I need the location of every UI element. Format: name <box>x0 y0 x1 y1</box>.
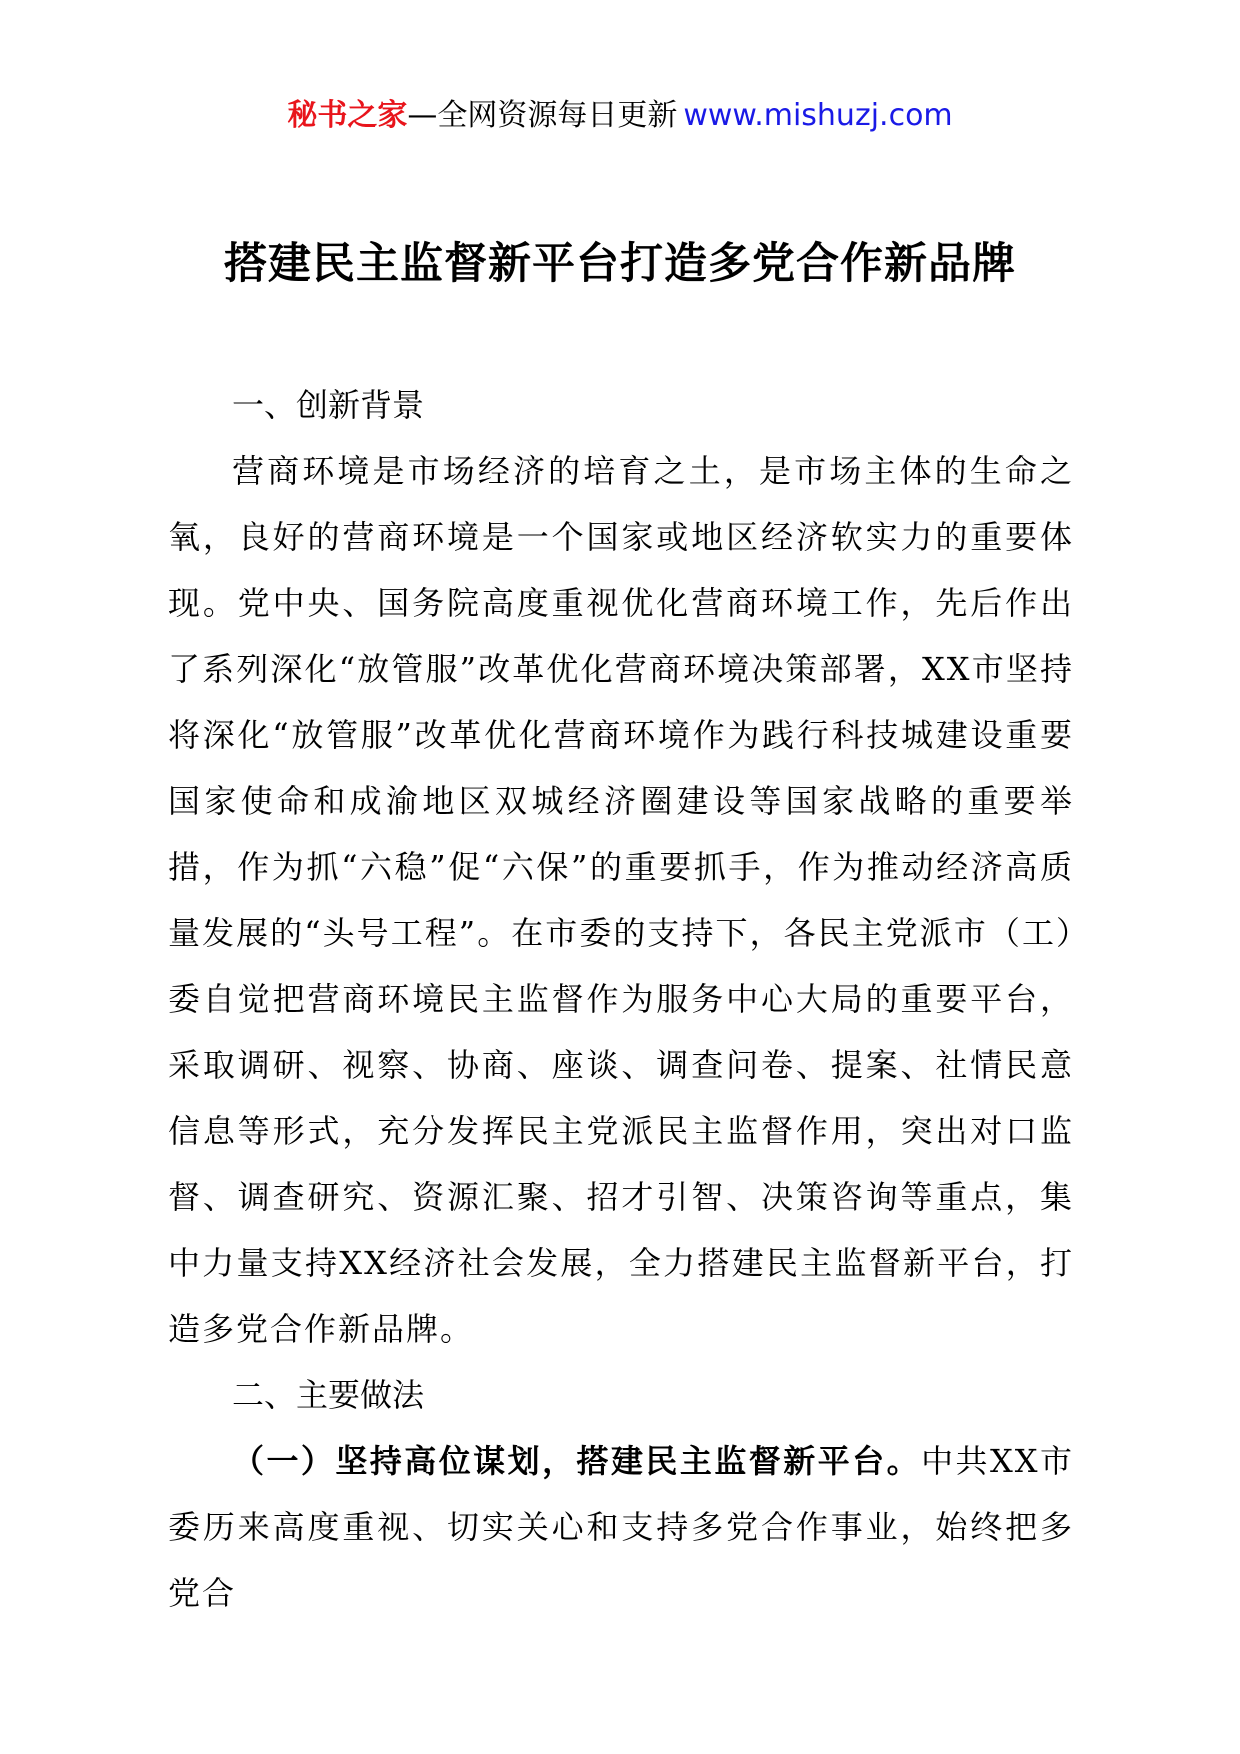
section-heading-practices: 二、主要做法 <box>232 1376 425 1414</box>
paragraph-practices-1 <box>168 1428 1074 1626</box>
paragraph-background: 营商环境是市场经济的培育之土，是市场主体的生命之氧，良好的营商环境是一个国家或地区经济软实力的重要体现。党中央、国务院高度重视优化营商环境工作，先后作出了系列深化“放管服”改革优化营商环境决策部署，XX市坚持将深化“放管服”改革优化营商环境作为践行科技城建设重要国家使命和成渝地区双城经济圈建设等国家战略的重要举措，作为抓“六稳”促“六保”的重要抓手，作为推动经济高质量发展的“头号工程”。在市委的支持下，各民主党派市（工）委自觉把营商环境民主监督作为服务中心大局的重要平台，采取调研、视察、协商、座谈、调查问卷、提案、社情民意信息等形式，充分发挥民主党派民主监督作用，突出对口监督、调查研究、资源汇聚、招才引智、决策咨询等重点，集中力量支持XX经济社会发展，全力搭建民主监督新平台，打造多党合作新品牌。 <box>168 452 1074 1348</box>
site-url-link[interactable]: www.mishuzj.com <box>683 98 953 133</box>
site-header-banner <box>0 96 1240 136</box>
subsection-lead: （一）坚持高位谋划，搭建民主监督新平台。 <box>232 1442 922 1480</box>
site-tagline: —全网资源每日更新 <box>407 98 678 133</box>
subsection-text: 中共XX市委历来高度重视、切实关心和支持多党合作事业，始终把多党合 <box>168 1442 1074 1612</box>
document-title: 搭建民主监督新平台打造多党合作新品牌 <box>224 239 1016 289</box>
section-heading-background: 一、创新背景 <box>232 386 425 424</box>
document-body <box>168 372 1074 1626</box>
site-brand: 秘书之家 <box>287 98 408 133</box>
